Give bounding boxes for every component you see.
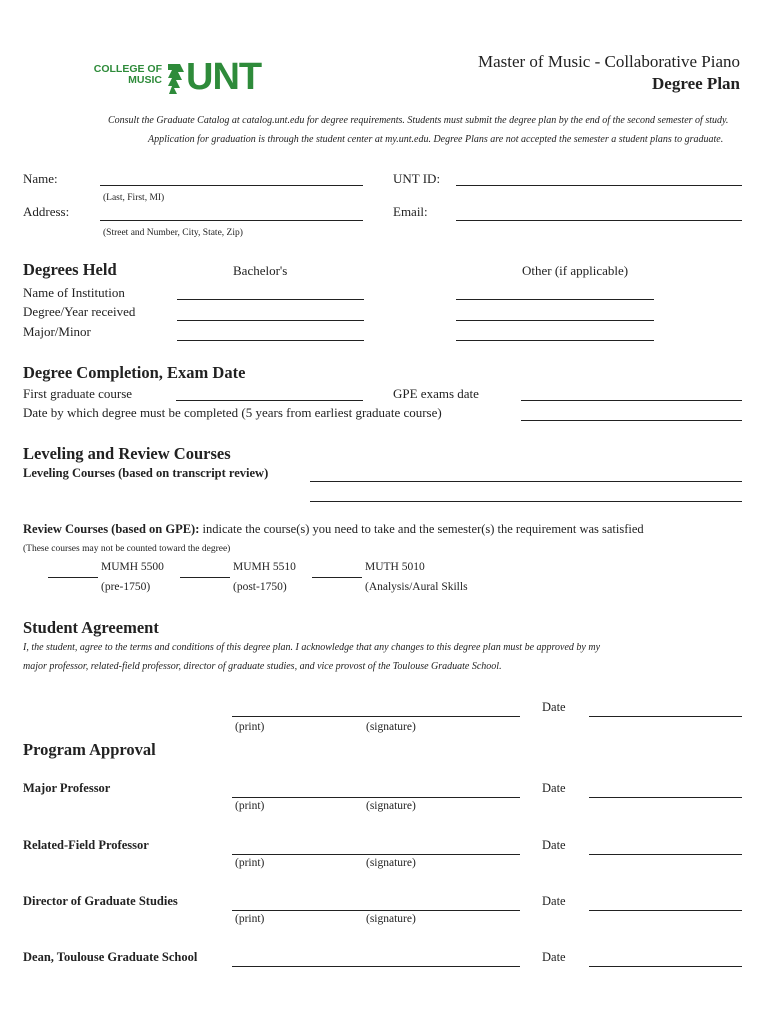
eagle-mark-icon: [166, 62, 186, 96]
leveling-field-1[interactable]: [310, 481, 742, 482]
unt-id-field[interactable]: [456, 185, 742, 186]
director-graduate-studies-signature-field[interactable]: [232, 910, 520, 911]
logo-unt: UNT: [186, 56, 262, 98]
bachelor-column-header: Bachelor's: [233, 263, 288, 278]
related-field-professor-date-field[interactable]: [589, 854, 742, 855]
course-desc: (Analysis/Aural Skills: [365, 581, 468, 593]
leveling-label: Leveling Courses (based on transcript review): [23, 466, 269, 480]
leveling-field-2[interactable]: [310, 501, 742, 502]
course-code: MUMH 5500: [101, 561, 164, 573]
degree-row-label: Degree/Year received: [23, 304, 136, 319]
approval-role-label: Related-Field Professor: [23, 838, 149, 852]
agreement-line-2: major professor, related-field professor, director of graduate studies, and vice provost of the Toulouse Graduate School.: [23, 661, 502, 672]
signature-hint: (signature): [366, 800, 416, 812]
address-label: Address:: [23, 204, 70, 219]
bachelor-major-minor-field[interactable]: [177, 340, 364, 341]
dean-date-field[interactable]: [589, 966, 742, 967]
approval-date-label: Date: [542, 838, 566, 852]
major-professor-signature-field[interactable]: [232, 797, 520, 798]
unt-id-label: UNT ID:: [393, 171, 441, 186]
related-field-professor-signature-field[interactable]: [232, 854, 520, 855]
print-hint: (print): [235, 721, 265, 733]
logo-college-line2: MUSIC: [128, 74, 162, 86]
other-major-minor-field[interactable]: [456, 340, 654, 341]
email-field[interactable]: [456, 220, 742, 221]
signature-hint: (signature): [366, 857, 416, 869]
major-professor-date-field[interactable]: [589, 797, 742, 798]
agreement-heading: Student Agreement: [23, 618, 159, 637]
print-hint: (print): [235, 913, 265, 925]
course-desc: (post-1750): [233, 581, 287, 593]
other-degree-year-field[interactable]: [456, 320, 654, 321]
name-field[interactable]: [100, 185, 363, 186]
approval-date-label: Date: [542, 894, 566, 908]
student-date-field[interactable]: [589, 716, 742, 717]
bachelor-degree-year-field[interactable]: [177, 320, 364, 321]
review-label-bold: Review Courses (based on GPE):: [23, 522, 200, 536]
print-hint: (print): [235, 857, 265, 869]
print-hint: (print): [235, 800, 265, 812]
gpe-date-label: GPE exams date: [393, 386, 479, 401]
other-institution-field[interactable]: [456, 299, 654, 300]
course-desc: (pre-1750): [101, 581, 151, 593]
approval-role-label: Dean, Toulouse Graduate School: [23, 950, 198, 964]
degree-row-label: Major/Minor: [23, 324, 91, 339]
form-subtitle: Degree Plan: [652, 74, 740, 93]
review-label-rest: indicate the course(s) you need to take and the semester(s) the requirement was satisfied: [199, 522, 644, 536]
intro-line-1: Consult the Graduate Catalog at catalog.unt.edu for degree requirements. Students must submit the degree plan by the end of the second semester of study.: [108, 115, 729, 126]
review-note: (These courses may not be counted toward the degree): [23, 544, 231, 554]
name-hint: (Last, First, MI): [103, 193, 165, 203]
other-column-header: Other (if applicable): [522, 263, 629, 278]
course-code: MUTH 5010: [365, 561, 425, 573]
approval-role-label: Major Professor: [23, 781, 111, 795]
approval-date-label: Date: [542, 781, 566, 795]
approval-date-label: Date: [542, 950, 566, 964]
deadline-field[interactable]: [521, 420, 742, 421]
degrees-heading: Degrees Held: [23, 260, 117, 279]
degree-row-label: Name of Institution: [23, 285, 125, 300]
first-course-label: First graduate course: [23, 386, 133, 401]
mumh5510-semester-field[interactable]: [180, 577, 230, 578]
logo-college-line1: COLLEGE OF: [93, 63, 162, 75]
director-graduate-studies-date-field[interactable]: [589, 910, 742, 911]
leveling-heading: Leveling and Review Courses: [23, 444, 231, 463]
bachelor-institution-field[interactable]: [177, 299, 364, 300]
course-code: MUMH 5510: [233, 561, 296, 573]
approval-heading: Program Approval: [23, 740, 156, 759]
student-date-label: Date: [542, 700, 566, 714]
review-courses-instruction: [23, 522, 644, 537]
mumh5500-semester-field[interactable]: [48, 577, 98, 578]
dean-signature-field[interactable]: [232, 966, 520, 967]
address-hint: (Street and Number, City, State, Zip): [103, 228, 243, 238]
first-course-field[interactable]: [176, 400, 363, 401]
name-label: Name:: [23, 171, 58, 186]
muth5010-semester-field[interactable]: [312, 577, 362, 578]
address-field[interactable]: [100, 220, 363, 221]
approval-role-label: Director of Graduate Studies: [23, 894, 178, 908]
agreement-line-1: I, the student, agree to the terms and conditions of this degree plan. I acknowledge that any changes to this degree plan must be approved by my: [23, 642, 601, 653]
form-title: Master of Music - Collaborative Piano: [477, 52, 740, 71]
deadline-label: Date by which degree must be completed (5 years from earliest graduate course): [23, 405, 442, 420]
completion-heading: Degree Completion, Exam Date: [23, 363, 246, 382]
student-signature-field[interactable]: [232, 716, 520, 717]
intro-line-2: Application for graduation is through the student center at my.unt.edu. Degree Plans are not accepted the semester a student plans to graduate.: [148, 134, 724, 145]
gpe-date-field[interactable]: [521, 400, 742, 401]
signature-hint: (signature): [366, 721, 416, 733]
signature-hint: (signature): [366, 913, 416, 925]
email-label: Email:: [393, 204, 428, 219]
